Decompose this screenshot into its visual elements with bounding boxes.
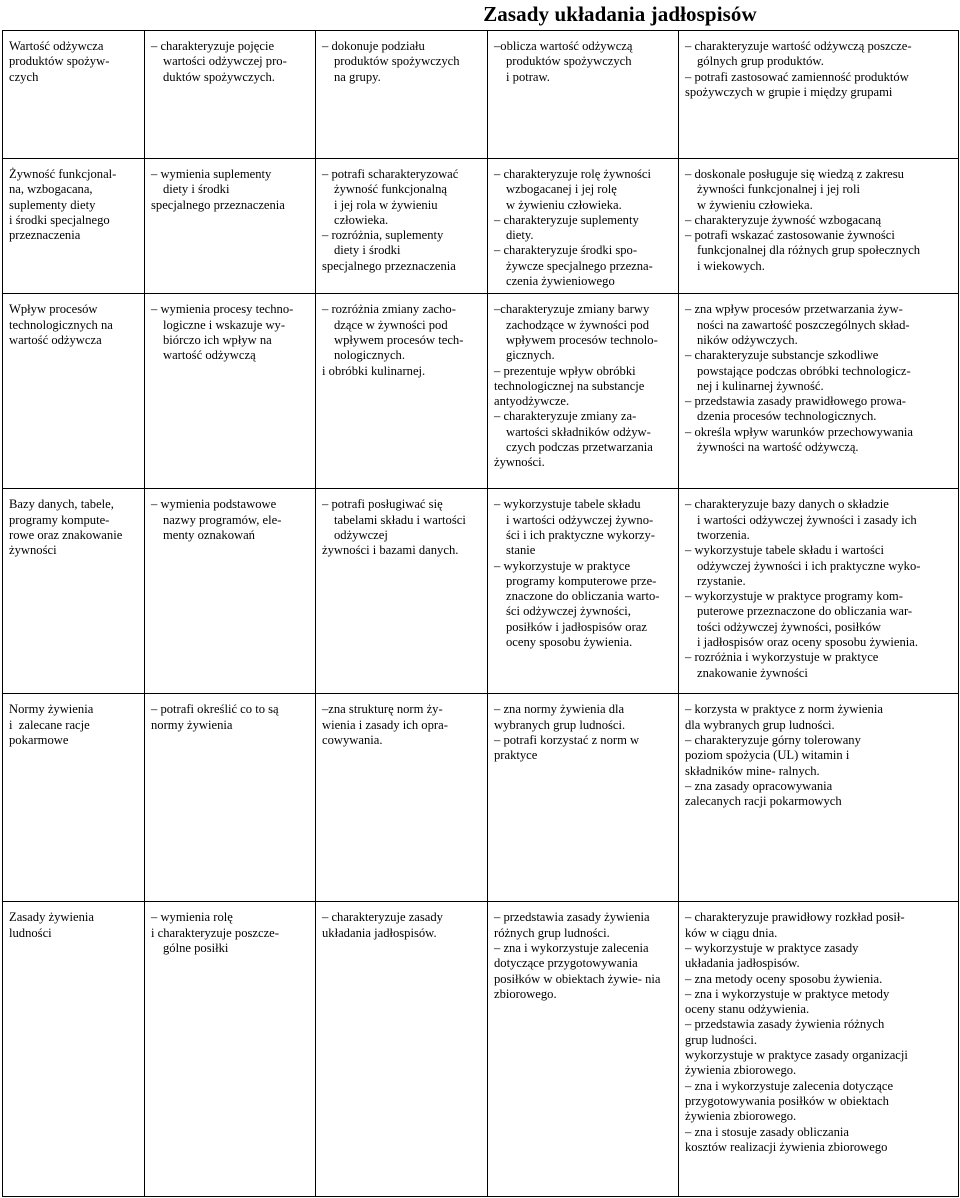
cell-text: w żywieniu człowieka. bbox=[697, 197, 813, 212]
cell-text: – dokonuje podziału bbox=[322, 39, 425, 53]
cell-text: – zna zasady opracowywania bbox=[685, 778, 833, 793]
cell-text: puterowe przeznaczone do obliczania war- bbox=[697, 604, 913, 619]
table-row bbox=[3, 902, 959, 1197]
cell-text: grup ludności. bbox=[685, 1032, 758, 1047]
cell-text: wienia i zasady ich opra- bbox=[322, 717, 448, 732]
cell-text: – potrafi posługiwać się bbox=[322, 497, 443, 512]
cell-text: normy żywienia bbox=[151, 717, 233, 732]
cell-text: – zna normy żywienia dla bbox=[494, 702, 625, 717]
cell-text: i środki specjalnego bbox=[9, 212, 110, 227]
cell-text: i zalecane racje bbox=[9, 717, 90, 732]
cell-text: żywności funkcjonalnej i jej roli bbox=[697, 182, 860, 197]
cell-text: zbiorowego. bbox=[494, 986, 557, 1001]
cell-text: programy komputerowe prze- bbox=[506, 573, 657, 588]
cell-text: dzenia procesów technologicznych. bbox=[697, 409, 877, 424]
table-row bbox=[3, 31, 959, 159]
cell-text: i charakteryzuje poszcze- bbox=[151, 925, 279, 940]
cell-text: i wartości odżywczej żywno- bbox=[506, 512, 654, 527]
cell-text: Normy żywienia bbox=[9, 702, 94, 717]
cell-text: ści odżywczej żywności, bbox=[506, 604, 631, 619]
cell-text: rowe oraz znakowanie bbox=[9, 527, 123, 542]
cell-text: –oblicza wartość odżywczą bbox=[494, 39, 633, 53]
cell-text: – wykorzystuje tabele składu bbox=[494, 497, 641, 512]
level-cell bbox=[316, 902, 488, 1197]
cell-text: człowieka. bbox=[334, 212, 389, 227]
cell-text: – prezentuje wpływ obróbki bbox=[494, 363, 636, 378]
level-cell bbox=[316, 489, 488, 694]
level-cell bbox=[488, 694, 679, 902]
cell-text: – zna i wykorzystuje zalecenia dotyczące bbox=[685, 1078, 894, 1093]
cell-text: dotyczące przygotowywania bbox=[494, 956, 638, 971]
cell-text: logiczne i wskazuje wy- bbox=[163, 317, 286, 332]
cell-text: i obróbki kulinarnej. bbox=[322, 363, 426, 378]
level-cell bbox=[145, 31, 316, 159]
cell-text: gólnych grup produktów. bbox=[697, 54, 824, 69]
cell-text: wybranych grup ludności. bbox=[494, 717, 626, 732]
cell-text: ków w ciągu dnia. bbox=[685, 925, 778, 940]
cell-text: w żywieniu człowieka. bbox=[506, 197, 622, 212]
cell-text: przygotowywania posiłków w obiektach bbox=[685, 1093, 889, 1108]
cell-text: Bazy danych, tabele, bbox=[9, 497, 114, 512]
level-cell bbox=[488, 31, 679, 159]
cell-text: – przedstawia zasady żywienia bbox=[494, 910, 650, 925]
cell-text: – charakteryzuje zasady bbox=[322, 910, 443, 925]
cell-text: dzące w żywności pod bbox=[334, 317, 448, 332]
cell-text: czenia żywieniowego bbox=[506, 274, 615, 289]
cell-text: antyodżywcze. bbox=[494, 394, 570, 409]
cell-text: powstające podczas obróbki technologicz- bbox=[697, 363, 911, 378]
level-cell bbox=[488, 902, 679, 1197]
cell-text: wykorzystuje w praktyce zasady organizacji bbox=[685, 1048, 908, 1063]
cell-text: diety i środki bbox=[334, 243, 401, 258]
cell-text: wartości odżywczej pro- bbox=[163, 54, 287, 69]
cell-text: produktów spożyw- bbox=[9, 54, 110, 69]
cell-text: nej i kulinarnej żywność. bbox=[697, 378, 824, 393]
topic-cell bbox=[3, 694, 145, 902]
level-cell bbox=[145, 694, 316, 902]
level-cell bbox=[679, 31, 959, 159]
level-cell bbox=[316, 31, 488, 159]
cell-text: – zna wpływ procesów przetwarzania żyw- bbox=[685, 302, 903, 317]
cell-text: tabelami składu i wartości bbox=[334, 512, 466, 527]
level-cell bbox=[145, 159, 316, 294]
cell-text: menty oznakowań bbox=[163, 527, 255, 542]
cell-text: – wykorzystuje w praktyce bbox=[494, 558, 631, 573]
level-cell bbox=[679, 159, 959, 294]
cell-text: specjalnego przeznaczenia bbox=[151, 197, 285, 212]
cell-text: i wartości odżywczej żywności i zasady ich bbox=[697, 512, 917, 527]
cell-text: programy kompute- bbox=[9, 512, 110, 527]
cell-text: – charakteryzuje bazy danych o składzie bbox=[685, 497, 889, 512]
cell-text: i wiekowych. bbox=[697, 258, 765, 273]
cell-text: oceny stanu odżywienia. bbox=[685, 1002, 810, 1017]
cell-text: – charakteryzuje pojęcie bbox=[151, 39, 275, 53]
cell-text: specjalnego przeznaczenia bbox=[322, 258, 456, 273]
cell-text: – wymienia podstawowe bbox=[151, 497, 277, 512]
cell-text: – wymienia suplementy bbox=[151, 167, 272, 181]
topic-cell bbox=[3, 489, 145, 694]
cell-text: gicznych. bbox=[506, 348, 555, 363]
level-cell bbox=[679, 489, 959, 694]
cell-text: Żywność funkcjonal- bbox=[9, 167, 117, 181]
level-cell bbox=[679, 294, 959, 489]
table-row bbox=[3, 694, 959, 902]
level-cell bbox=[488, 159, 679, 294]
cell-text: – charakteryzuje środki spo- bbox=[494, 243, 638, 258]
cell-text: dla wybranych grup ludności. bbox=[685, 717, 835, 732]
cell-text: nologicznych. bbox=[334, 348, 405, 363]
cell-text: wpływem procesów tech- bbox=[334, 332, 464, 347]
level-cell bbox=[145, 294, 316, 489]
cell-text: żywienia zbiorowego. bbox=[685, 1063, 797, 1078]
cell-text: – wymienia rolę bbox=[151, 910, 233, 925]
cell-text: – potrafi wskazać zastosowanie żywności bbox=[685, 228, 895, 243]
cell-text: odżywczej żywności i ich praktyczne wyko- bbox=[697, 558, 921, 573]
level-cell bbox=[145, 489, 316, 694]
cell-text: na, wzbogacana, bbox=[9, 182, 93, 197]
cell-text: – charakteryzuje górny tolerowany bbox=[685, 732, 861, 747]
cell-text: – wykorzystuje w praktyce programy kom- bbox=[685, 589, 903, 604]
cell-text: tości odżywczej żywności, posiłków bbox=[697, 619, 881, 634]
topic-cell bbox=[3, 902, 145, 1197]
cell-text: spożywczych w grupie i między grupami bbox=[685, 84, 893, 99]
cell-text: – zna i wykorzystuje w praktyce metody bbox=[685, 986, 890, 1001]
cell-text: wartość odżywcza bbox=[9, 332, 102, 347]
cell-text: – rozróżnia i wykorzystuje w praktyce bbox=[685, 650, 879, 665]
cell-text: – charakteryzuje substancje szkodliwe bbox=[685, 348, 879, 363]
cell-text: Wpływ procesów bbox=[9, 302, 98, 317]
cell-text: Zasady żywienia bbox=[9, 910, 94, 925]
level-cell bbox=[145, 902, 316, 1197]
page-title: Zasady układania jadłospisów bbox=[483, 2, 757, 26]
cell-text: Wartość odżywcza bbox=[9, 39, 104, 53]
cell-text: – korzysta w praktyce z norm żywienia bbox=[685, 702, 883, 717]
cell-text: gólne posiłki bbox=[163, 940, 229, 955]
cell-text: nazwy programów, ele- bbox=[163, 512, 282, 527]
cell-text: – charakteryzuje suplementy bbox=[494, 212, 639, 227]
cell-text: żywność funkcjonalną bbox=[334, 182, 447, 197]
cell-text: kosztów realizacji żywienia zbiorowego bbox=[685, 1139, 888, 1154]
cell-text: żywienia zbiorowego. bbox=[685, 1109, 797, 1124]
cell-text: wpływem procesów technolo- bbox=[506, 332, 658, 347]
cell-text: technologicznych na bbox=[9, 317, 113, 332]
topic-cell bbox=[3, 31, 145, 159]
cell-text: praktyce bbox=[494, 748, 538, 763]
cell-text: ści i ich praktyczne wykorzy- bbox=[506, 527, 655, 542]
cell-text: – charakteryzuje żywność wzbogacaną bbox=[685, 212, 882, 227]
cell-text: –charakteryzuje zmiany barwy bbox=[494, 302, 650, 317]
cell-text: znakowanie żywności bbox=[697, 665, 808, 680]
cell-text: żywności bbox=[9, 543, 57, 558]
cell-text: układania jadłospisów. bbox=[685, 956, 800, 971]
level-cell bbox=[316, 159, 488, 294]
cell-text: – przedstawia zasady żywienia różnych bbox=[685, 1017, 885, 1032]
cell-text: – potrafi zastosować zamienność produktów bbox=[685, 69, 909, 84]
cell-text: funkcjonalnej dla różnych grup społecznych bbox=[697, 243, 921, 258]
cell-text: produktów spożywczych bbox=[334, 54, 460, 69]
cell-text: diety. bbox=[506, 228, 534, 243]
cell-text: pokarmowe bbox=[9, 732, 69, 747]
cell-text: i jej rola w żywieniu bbox=[334, 197, 438, 212]
cell-text: wzbogacanej i jej rolę bbox=[506, 182, 617, 197]
cell-text: żywności. bbox=[494, 455, 545, 470]
cell-text: różnych grup ludności. bbox=[494, 925, 610, 940]
cell-text: – wykorzystuje tabele składu i wartości bbox=[685, 543, 884, 558]
cell-text: na grupy. bbox=[334, 69, 381, 84]
level-cell bbox=[679, 902, 959, 1197]
cell-text: –zna strukturę norm ży- bbox=[322, 702, 443, 717]
cell-text: – określa wpływ warunków przechowywania bbox=[685, 424, 914, 439]
cell-text: odżywczej bbox=[334, 527, 388, 542]
cell-text: – rozróżnia zmiany zacho- bbox=[322, 302, 456, 317]
cell-text: czych podczas przetwarzania bbox=[506, 440, 653, 455]
cell-text: – rozróżnia, suplementy bbox=[322, 228, 444, 243]
cell-text: żywcze specjalnego przezna- bbox=[506, 258, 653, 273]
cell-text: cowywania. bbox=[322, 732, 383, 747]
cell-text: duktów spożywczych. bbox=[163, 69, 275, 84]
cell-text: produktów spożywczych bbox=[506, 54, 632, 69]
cell-text: technologicznej na substancje bbox=[494, 378, 645, 393]
cell-text: wartości składników odżyw- bbox=[506, 424, 651, 439]
cell-text: składników mine- ralnych. bbox=[685, 763, 820, 778]
cell-text: – przedstawia zasady prawidłowego prowa- bbox=[685, 394, 907, 409]
cell-text: posiłków w obiektach żywie- nia bbox=[494, 971, 661, 986]
cell-text: diety i środki bbox=[163, 182, 230, 197]
cell-text: żywności na wartość odżywczą. bbox=[697, 440, 859, 455]
cell-text: tworzenia. bbox=[697, 527, 750, 542]
cell-text: – potrafi korzystać z norm w bbox=[494, 732, 640, 747]
cell-text: ludności bbox=[9, 925, 52, 940]
cell-text: żywności i bazami danych. bbox=[322, 543, 459, 558]
cell-text: – zna metody oceny sposobu żywienia. bbox=[685, 971, 883, 986]
level-cell bbox=[679, 694, 959, 902]
cell-text: oceny sposobu żywienia. bbox=[506, 635, 633, 650]
cell-text: i potraw. bbox=[506, 69, 550, 84]
cell-text: układania jadłospisów. bbox=[322, 925, 437, 940]
cell-text: – potrafi określić co to są bbox=[151, 702, 279, 717]
level-cell bbox=[316, 294, 488, 489]
table-row bbox=[3, 159, 959, 294]
cell-text: posiłków i jadłospisów oraz bbox=[506, 619, 647, 634]
cell-text: – charakteryzuje zmiany za- bbox=[494, 409, 637, 424]
cell-text: znaczone do obliczania warto- bbox=[506, 589, 660, 604]
cell-text: – wymienia procesy techno- bbox=[151, 302, 294, 317]
cell-text: przeznaczenia bbox=[9, 228, 81, 243]
cell-text: czych bbox=[9, 69, 39, 84]
cell-text: – doskonale posługuje się wiedzą z zakresu bbox=[685, 167, 904, 181]
cell-text: – charakteryzuje rolę żywności bbox=[494, 167, 651, 181]
table-row bbox=[3, 294, 959, 489]
table-row bbox=[3, 489, 959, 694]
level-cell bbox=[316, 694, 488, 902]
cell-text: – zna i stosuje zasady obliczania bbox=[685, 1124, 850, 1139]
cell-text: – wykorzystuje w praktyce zasady bbox=[685, 940, 859, 955]
topic-cell bbox=[3, 159, 145, 294]
cell-text: ników odżywczych. bbox=[697, 332, 798, 347]
cell-text: – potrafi scharakteryzować bbox=[322, 167, 459, 181]
cell-text: biórczo ich wpływ na bbox=[163, 332, 272, 347]
level-cell bbox=[488, 489, 679, 694]
cell-text: suplementy diety bbox=[9, 197, 96, 212]
cell-text: zachodzące w żywności pod bbox=[506, 317, 650, 332]
cell-text: stanie bbox=[506, 543, 536, 558]
cell-text: – charakteryzuje wartość odżywczą poszcze- bbox=[685, 39, 912, 53]
cell-text: poziom spożycia (UL) witamin i bbox=[685, 748, 850, 763]
level-cell bbox=[488, 294, 679, 489]
cell-text: zalecanych racji pokarmowych bbox=[685, 794, 842, 809]
cell-text: i jadłospisów oraz oceny sposobu żywienia. bbox=[697, 635, 919, 650]
topic-cell bbox=[3, 294, 145, 489]
cell-text: ności na zawartość poszczególnych skład- bbox=[697, 317, 910, 332]
cell-text: wartość odżywczą bbox=[163, 348, 256, 363]
cell-text: rzystanie. bbox=[697, 573, 746, 588]
cell-text: – charakteryzuje prawidłowy rozkład posił- bbox=[685, 910, 905, 925]
cell-text: – zna i wykorzystuje zalecenia bbox=[494, 940, 649, 955]
competency-table bbox=[2, 30, 959, 1197]
